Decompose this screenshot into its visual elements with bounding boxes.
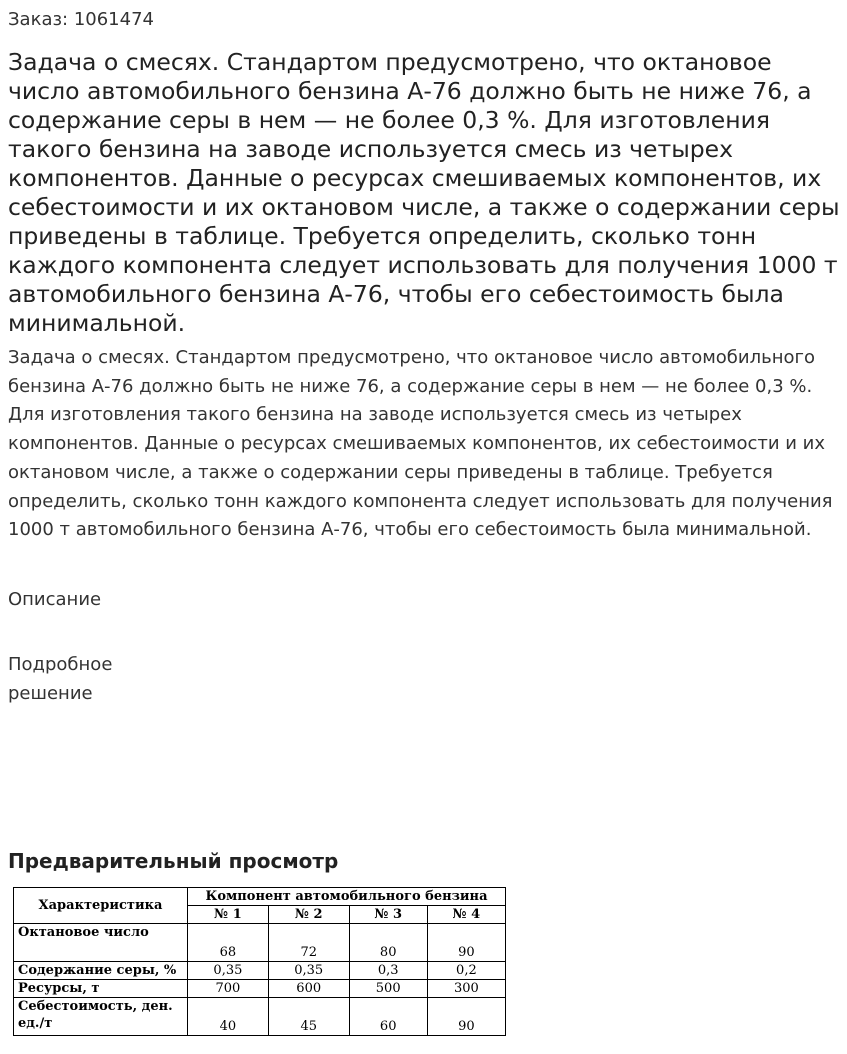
- table-cell: 0,35: [268, 962, 349, 980]
- table-cell: 0,3: [349, 962, 427, 980]
- table-cell: 60: [349, 998, 427, 1036]
- table-col-header: № 1: [188, 906, 269, 924]
- table-col-header: № 4: [427, 906, 505, 924]
- table-row-label: Себестоимость, ден. ед./т: [14, 998, 188, 1036]
- table-header-row: [14, 888, 506, 906]
- table-row-label: Октановое число: [14, 924, 188, 962]
- table-header-characteristic: Характеристика: [14, 888, 188, 924]
- table-cell: 80: [349, 924, 427, 962]
- table-cell: 0,35: [188, 962, 269, 980]
- description-label: Описание: [8, 589, 102, 610]
- table-cell: 700: [188, 980, 269, 998]
- task-title: Задача о смесях. Стандартом предусмотрено, что октановое число автомобильного бензина А-76 должно быть не ниже 76, а содержание серы в нем — не более 0,3 %. Для изготовления такого бензина на заводе используется смесь из четырех компонентов. Данные о ресурсах смешиваемых компонентов, их себестоимости и их октановом числе, а также о содержании серы приведены в таблице. Требуется определить, сколько тонн каждого компонента следует использовать для получения 1000 т автомобильного бензина А-76, чтобы его себестоимость была минимальной.: [8, 48, 840, 337]
- detailed-solution-label: Подробное решение: [8, 654, 113, 704]
- table-cell: 300: [427, 980, 505, 998]
- table-row: [14, 924, 506, 962]
- table-row: [14, 980, 506, 998]
- table-cell: 68: [188, 924, 269, 962]
- table-col-header: № 3: [349, 906, 427, 924]
- table-cell: 90: [427, 924, 505, 962]
- order-number: Заказ: 1061474: [8, 9, 154, 30]
- component-table: [13, 887, 506, 1036]
- table-row-label: Ресурсы, т: [14, 980, 188, 998]
- table-cell: 45: [268, 998, 349, 1036]
- table-cell: 90: [427, 998, 505, 1036]
- table-cell: 40: [188, 998, 269, 1036]
- table-col-header: № 2: [268, 906, 349, 924]
- table-cell: 500: [349, 980, 427, 998]
- table-cell: 600: [268, 980, 349, 998]
- preview-heading: Предварительный просмотр: [8, 849, 339, 873]
- table-row: [14, 962, 506, 980]
- table-cell: 72: [268, 924, 349, 962]
- table-header-components: Компонент автомобильного бензина: [188, 888, 506, 906]
- table-cell: 0,2: [427, 962, 505, 980]
- task-description: Задача о смесях. Стандартом предусмотрено, что октановое число автомобильного бензина А-76 должно быть не ниже 76, а содержание серы в нем — не более 0,3 %. Для изготовления такого бензина на заводе используется смесь из четырех компонентов. Данные о ресурсах смешиваемых компонентов, их себестоимости и их октановом числе, а также о содержании серы приведены в таблице. Требуется определить, сколько тонн каждого компонента следует использовать для получения 1000 т автомобильного бензина А-76, чтобы его себестоимость была минимальной.: [8, 347, 833, 541]
- table-row: [14, 998, 506, 1036]
- table-row-label: Содержание серы, %: [14, 962, 188, 980]
